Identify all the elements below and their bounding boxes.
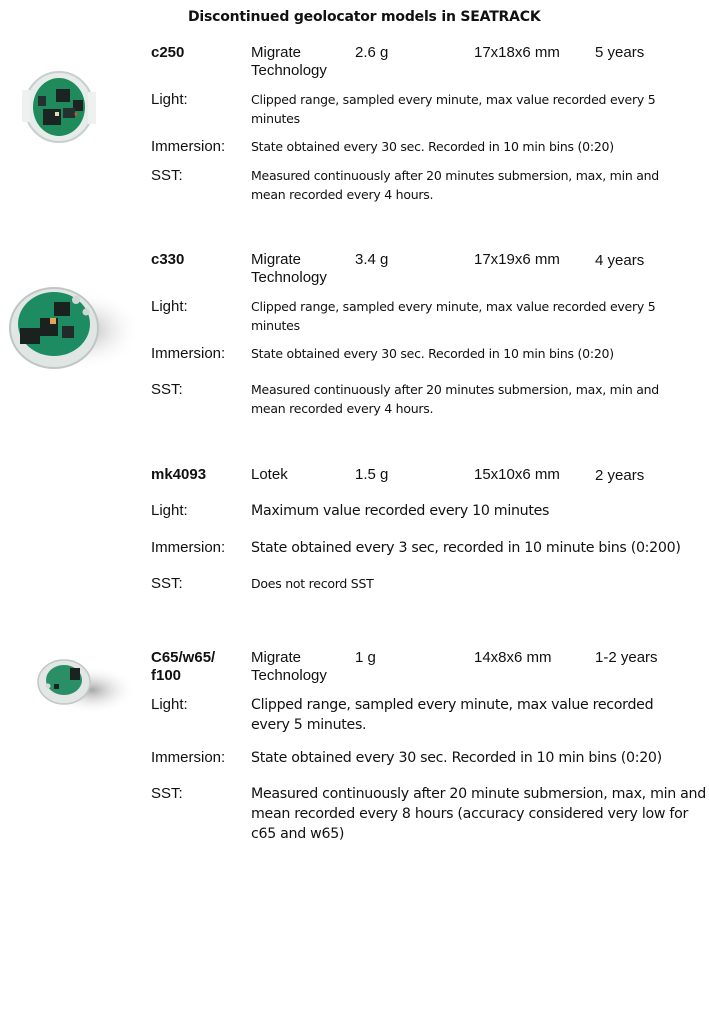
weight: 1 g (355, 649, 376, 666)
manufacturer: Migrate Technology (251, 44, 327, 79)
light-description: Maximum value recorded every 10 minutes (251, 503, 550, 519)
dimensions: 14x8x6 mm (474, 649, 552, 666)
light-label: Light: (151, 502, 188, 519)
sst-label: SST: (151, 381, 183, 398)
model-name: C65/w65/ f100 (151, 649, 216, 684)
light-description: Clipped range, sampled every minute, max value recorded every 5 minutes (251, 92, 656, 126)
manufacturer: Migrate Technology (251, 649, 327, 684)
immersion-label: Immersion: (151, 345, 226, 362)
lifespan: 1-2 years (595, 649, 658, 666)
light-description: Clipped range, sampled every minute, max value recorded every 5 minutes. (251, 697, 654, 733)
immersion-description: State obtained every 30 sec. Recorded in 10 min bins (0:20) (251, 139, 614, 154)
immersion-description: State obtained every 30 sec. Recorded in 10 min bins (0:20) (251, 346, 614, 361)
sst-label: SST: (151, 785, 183, 802)
manufacturer: Migrate Technology (251, 251, 327, 286)
page-title: Discontinued geolocator models in SEATRACK (188, 9, 541, 25)
sst-label: SST: (151, 167, 183, 184)
sst-description: Measured continuously after 20 minute submersion, max, min and mean recorded every 8 hours (accuracy considered very low for c65 and w65) (251, 786, 706, 842)
dimensions: 17x19x6 mm (474, 251, 560, 268)
lifespan: 4 years (595, 252, 645, 269)
model-name: c330 (151, 251, 185, 268)
light-label: Light: (151, 696, 188, 713)
model-name: mk4093 (151, 466, 207, 483)
immersion-label: Immersion: (151, 138, 226, 155)
geolocator-c65-photo (30, 648, 140, 718)
model-name: c250 (151, 44, 185, 61)
immersion-description: State obtained every 3 sec, recorded in 10 minute bins (0:200) (251, 540, 681, 556)
weight: 1.5 g (355, 466, 389, 483)
lifespan: 5 years (595, 44, 645, 61)
geolocator-c250-photo (18, 62, 100, 152)
lifespan: 2 years (595, 467, 645, 484)
manufacturer: Lotek (251, 466, 288, 483)
weight: 3.4 g (355, 251, 389, 268)
sst-description: Measured continuously after 20 minutes submersion, max, min and mean recorded every 4 hours. (251, 382, 659, 416)
sst-description: Does not record SST (251, 576, 374, 591)
immersion-label: Immersion: (151, 539, 226, 556)
sst-label: SST: (151, 575, 183, 592)
dimensions: 17x18x6 mm (474, 44, 560, 61)
weight: 2.6 g (355, 44, 389, 61)
light-label: Light: (151, 91, 188, 108)
light-label: Light: (151, 298, 188, 315)
light-description: Clipped range, sampled every minute, max value recorded every 5 minutes (251, 299, 656, 333)
immersion-description: State obtained every 30 sec. Recorded in 10 min bins (0:20) (251, 750, 662, 766)
immersion-label: Immersion: (151, 749, 226, 766)
dimensions: 15x10x6 mm (474, 466, 560, 483)
geolocator-c330-photo (4, 278, 144, 378)
sst-description: Measured continuously after 20 minutes submersion, max, min and mean recorded every 4 hours. (251, 168, 659, 202)
